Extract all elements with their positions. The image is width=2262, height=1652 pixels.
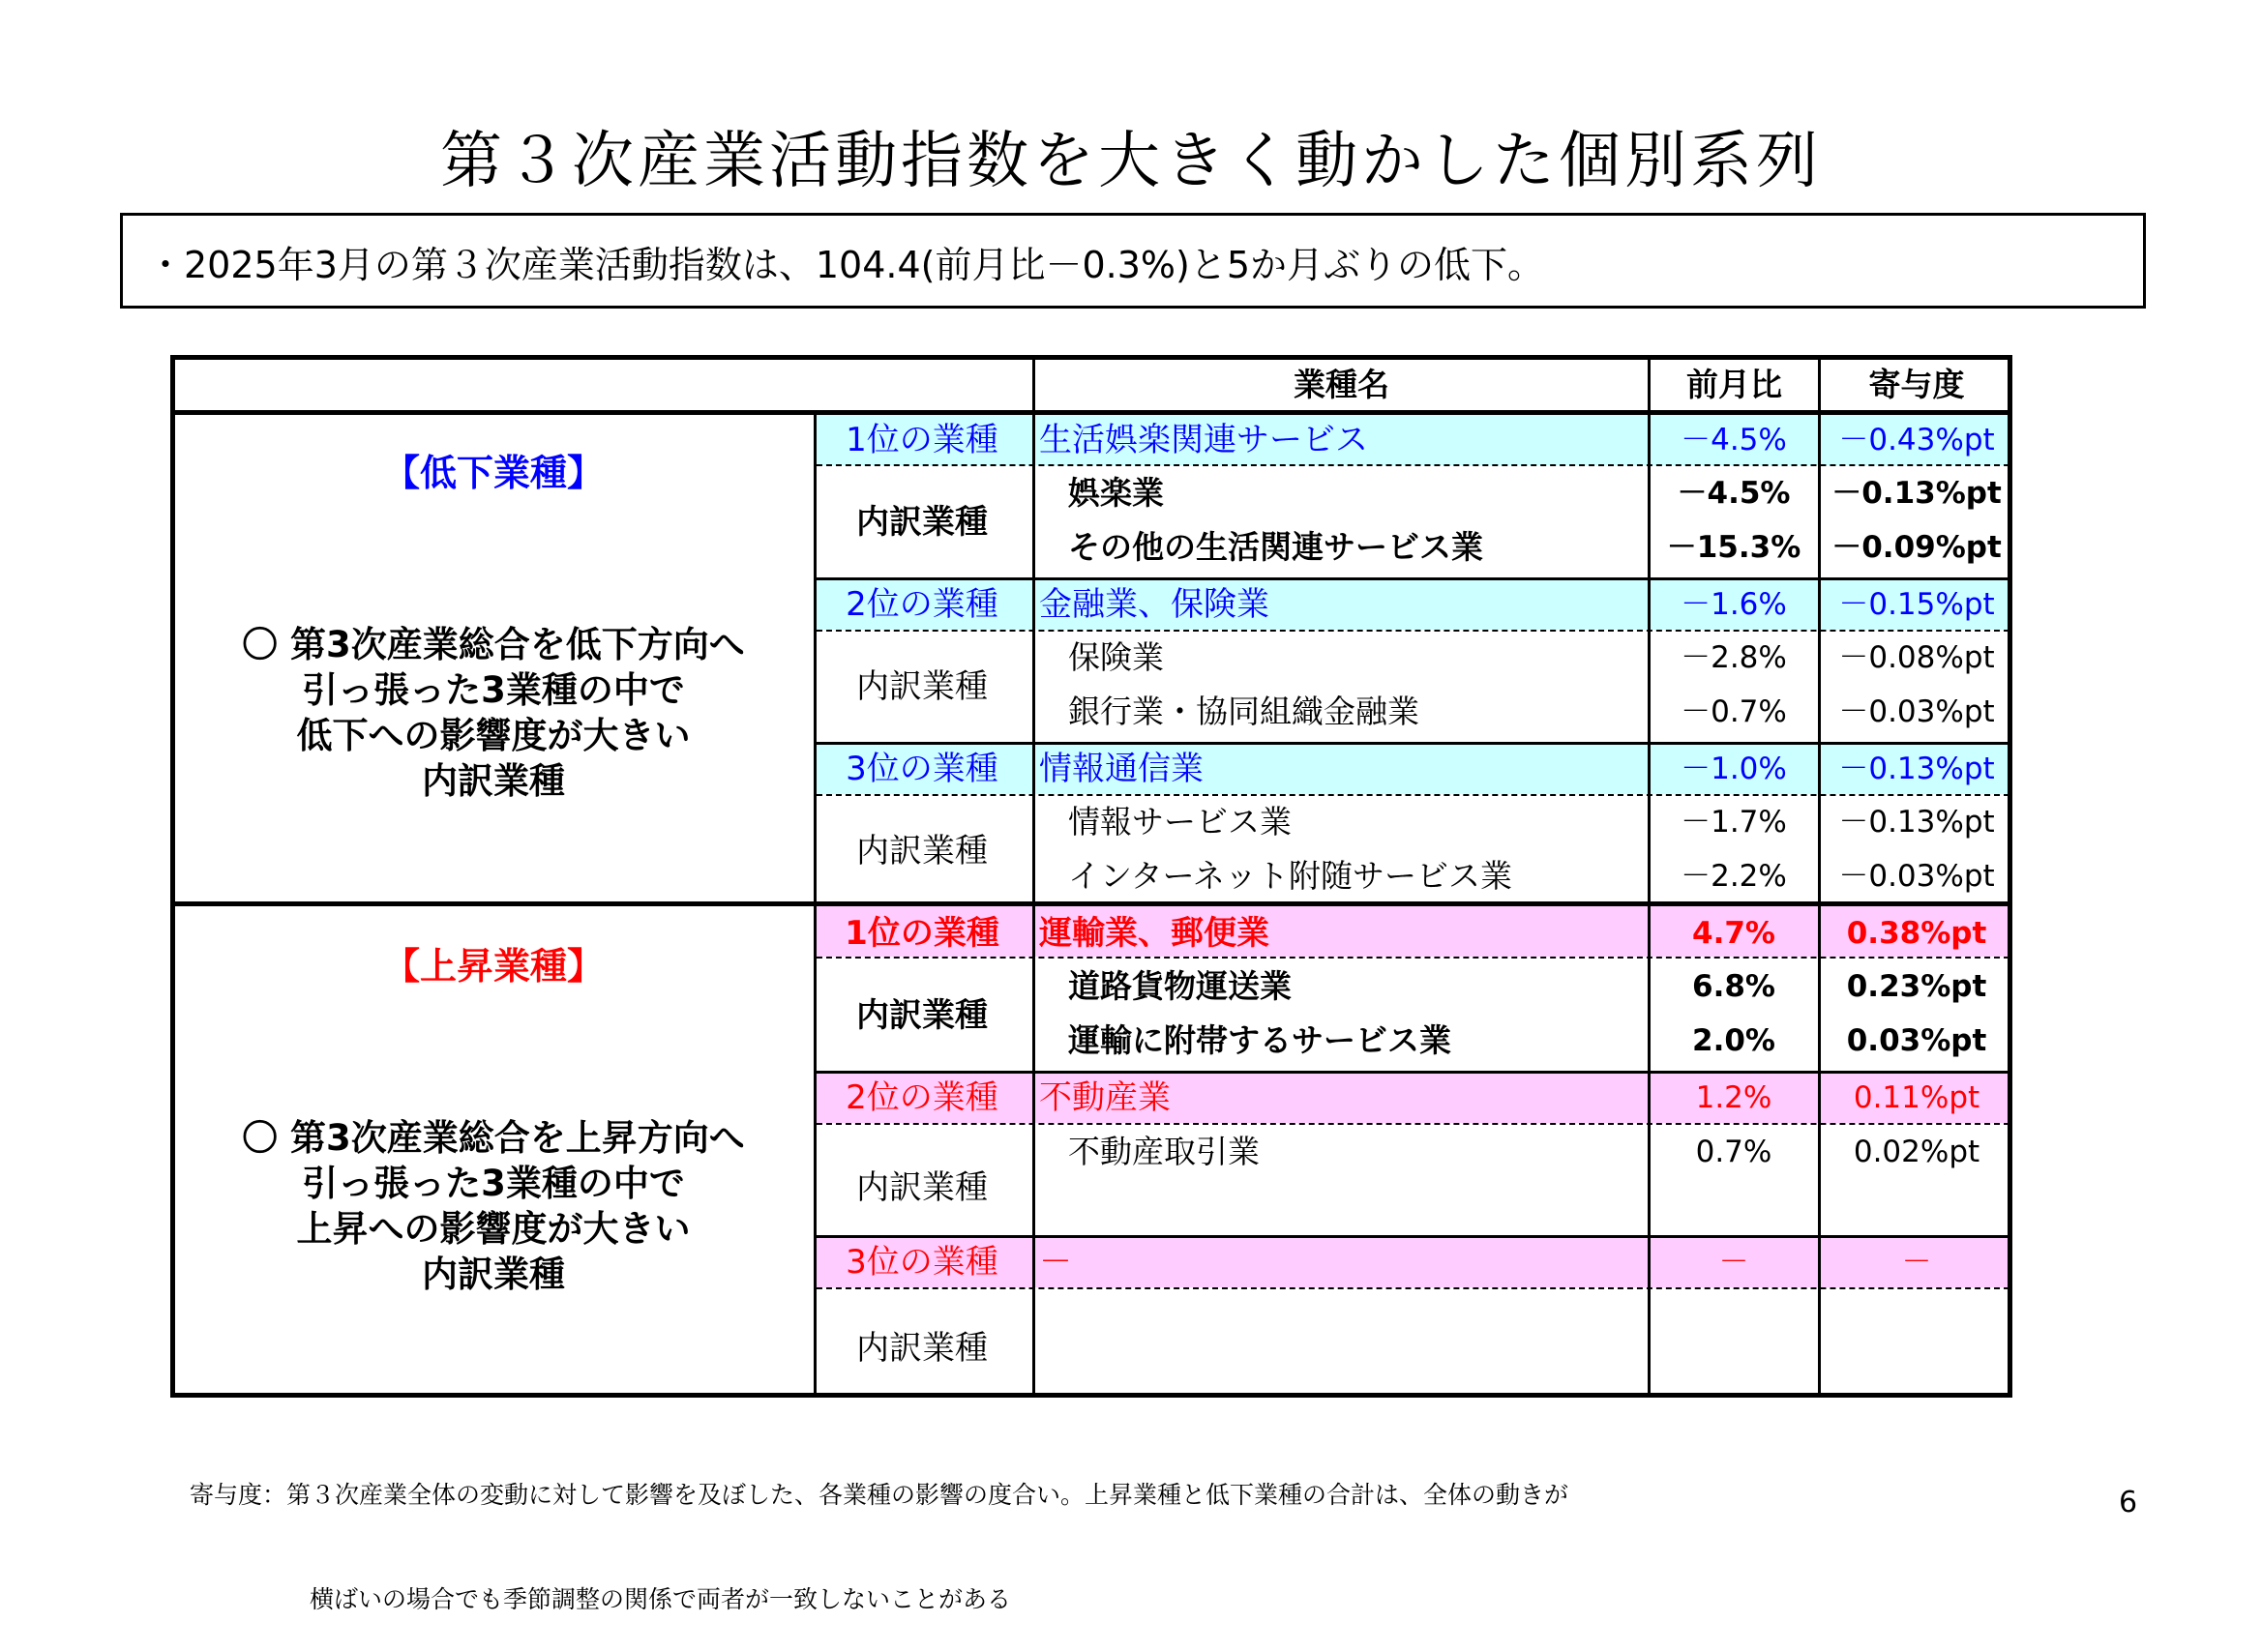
contribution-value: －0.15%pt — [1838, 587, 1995, 622]
mom-value: －4.5% — [1681, 423, 1787, 457]
sub-industry-name: 保険業 — [1068, 638, 1164, 676]
contribution-value: －0.09%pt — [1831, 530, 2002, 565]
industry-name: 情報通信業 — [1039, 750, 1204, 788]
contribution-value: 0.38%pt — [1846, 916, 1987, 951]
contribution-value: －0.43%pt — [1838, 423, 1995, 457]
industry-name: － — [1039, 1243, 1072, 1282]
row-divider — [817, 794, 2009, 796]
footnote — [190, 1408, 1568, 1652]
contribution-value: －0.03%pt — [1838, 694, 1995, 729]
industry-name: 生活娯楽関連サービス — [1039, 421, 1368, 459]
rise-description — [174, 1115, 813, 1297]
decline-description-line: 引っ張った3業種の中で — [302, 669, 685, 711]
rank-label: 3位の業種 — [846, 750, 998, 788]
industry-name: 運輸業、郵便業 — [1039, 914, 1269, 953]
decline-section-title: 【低下業種】 — [382, 452, 604, 494]
decline-description-line: 内訳業種 — [422, 760, 565, 802]
contribution-value: －0.13%pt — [1831, 476, 2002, 511]
mom-value: －0.7% — [1681, 694, 1787, 729]
mom-value: 2.0% — [1692, 1023, 1775, 1058]
footnote-line: 寄与度：第３次産業全体の変動に対して影響を及ぼした、各業種の影響の度合い。上昇業種と低下業種の合計は、全体の動きが — [190, 1481, 1569, 1509]
mom-value: 1.2% — [1695, 1080, 1772, 1115]
sub-industry-name: その他の生活関連サービス業 — [1068, 528, 1483, 566]
mom-value: －1.0% — [1681, 752, 1787, 786]
sub-industry-name: 運輸に附帯するサービス業 — [1068, 1021, 1451, 1059]
mom-value: －2.8% — [1681, 640, 1787, 675]
contribution-value: －0.08%pt — [1838, 640, 1995, 675]
contribution-value: 0.11%pt — [1853, 1080, 1980, 1115]
rank-label: 1位の業種 — [845, 914, 999, 953]
industry-name: 不動産業 — [1039, 1078, 1171, 1117]
sub-industry-name: 道路貨物運送業 — [1068, 967, 1292, 1005]
mom-value: －4.5% — [1677, 476, 1791, 511]
mom-value: － — [1718, 1245, 1749, 1280]
contribution-value: 0.02%pt — [1853, 1135, 1980, 1169]
page-title: 第３次産業活動指数を大きく動かした個別系列 — [440, 126, 1822, 197]
sub-industry-label: 内訳業種 — [856, 1329, 988, 1368]
rise-description-line: 〇 第3次産業総合を上昇方向へ — [242, 1117, 745, 1159]
sub-industry-label: 内訳業種 — [856, 832, 988, 870]
header-contribution: 寄与度 — [1868, 366, 1965, 403]
rank-label: 2位の業種 — [846, 585, 998, 624]
section-divider — [170, 901, 2012, 906]
page-number: 6 — [2119, 1486, 2138, 1519]
row-divider — [817, 1287, 2009, 1289]
sub-industry-label: 内訳業種 — [856, 667, 988, 706]
sub-industry-name: 情報サービス業 — [1068, 803, 1292, 841]
mom-value: 0.7% — [1695, 1135, 1772, 1169]
sub-industry-name: インターネット附随サービス業 — [1068, 857, 1513, 895]
rise-section-title: 【上昇業種】 — [382, 945, 604, 988]
decline-description-line: 〇 第3次産業総合を低下方向へ — [242, 624, 745, 665]
row-divider — [817, 630, 2009, 632]
contribution-value: －0.13%pt — [1838, 805, 1995, 840]
sub-industry-name: 不動産取引業 — [1068, 1133, 1260, 1170]
column-divider — [1032, 355, 1035, 1398]
sub-industry-label: 内訳業種 — [856, 503, 988, 542]
sub-industry-label: 内訳業種 — [856, 996, 988, 1035]
mom-value: －15.3% — [1666, 530, 1801, 565]
summary-text: ・2025年3月の第３次産業活動指数は、104.4(前月比－0.3%)と5か月ぶりの低下。 — [147, 244, 1545, 286]
mom-value: －2.2% — [1681, 859, 1787, 894]
decline-description-line: 低下への影響度が大きい — [296, 715, 691, 756]
rank-label: 2位の業種 — [846, 1078, 998, 1117]
sub-industry-label: 内訳業種 — [856, 1168, 988, 1207]
header-industry-name: 業種名 — [1294, 366, 1389, 403]
decline-description — [174, 622, 813, 804]
sub-industry-name: 娯楽業 — [1068, 474, 1164, 512]
rise-description-line: 引っ張った3業種の中で — [302, 1163, 685, 1204]
sub-industry-name: 銀行業・協同組織金融業 — [1068, 693, 1419, 730]
row-divider — [817, 1123, 2009, 1125]
summary-box — [120, 213, 2146, 309]
mom-value: －1.6% — [1681, 587, 1787, 622]
rank-label: 3位の業種 — [846, 1243, 998, 1282]
contribution-value: －0.13%pt — [1838, 752, 1995, 786]
rise-description-line: 内訳業種 — [422, 1254, 565, 1295]
footnote-line: 横ばいの場合でも季節調整の関係で両者が一致しないことがある — [310, 1585, 1012, 1613]
rank-label: 1位の業種 — [846, 421, 998, 459]
header-mom: 前月比 — [1686, 366, 1782, 403]
mom-value: 6.8% — [1692, 969, 1775, 1004]
contribution-value: －0.03%pt — [1838, 859, 1995, 894]
industry-name: 金融業、保険業 — [1039, 585, 1269, 624]
contribution-value: 0.03%pt — [1846, 1023, 1987, 1058]
mom-value: －1.7% — [1681, 805, 1787, 840]
contribution-value: － — [1901, 1245, 1932, 1280]
mom-value: 4.7% — [1692, 916, 1775, 951]
contribution-value: 0.23%pt — [1846, 969, 1987, 1004]
rise-description-line: 上昇への影響度が大きい — [296, 1208, 691, 1250]
